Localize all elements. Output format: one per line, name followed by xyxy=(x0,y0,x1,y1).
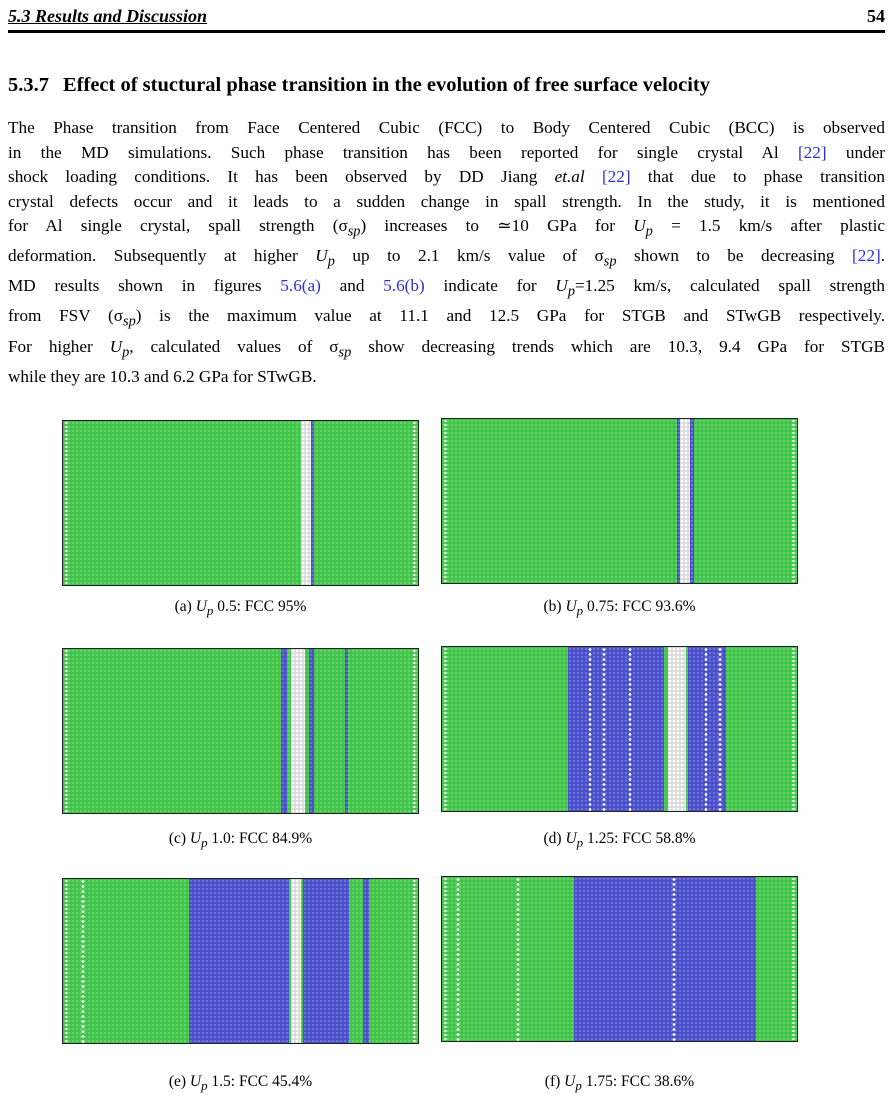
defect-column xyxy=(718,647,722,811)
bcc-band xyxy=(281,649,287,813)
bcc-region xyxy=(303,879,349,1043)
disordered-band xyxy=(668,647,686,811)
defect-column xyxy=(516,877,520,1041)
bcc-band xyxy=(309,649,314,813)
paragraph-line: from FSV $(\sigma_{sp})$ is the maximum value at 11.1 and 12.5 GPa for STGB and STwGB respectively. xyxy=(8,306,885,330)
figure-caption-c: (c) $U_p$ 1.0: FCC 84.9% xyxy=(168,830,313,851)
paragraph-line: shock loading conditions. It has been observed by DD Jiang et.al [22] that due to phase transition xyxy=(8,167,885,187)
free-surface-right xyxy=(413,879,416,1043)
header-rule xyxy=(8,30,885,33)
figure-caption-d: (d) $U_p$ 1.25: FCC 58.8% xyxy=(543,830,696,851)
disordered-band xyxy=(291,649,305,813)
body-paragraph xyxy=(8,116,885,389)
free-surface-right xyxy=(413,421,416,585)
free-surface-left xyxy=(65,879,68,1043)
figure-caption-e: (e) $U_p$ 1.5: FCC 45.4% xyxy=(168,1073,313,1094)
md-snapshot-b xyxy=(441,418,798,584)
bcc-region xyxy=(189,879,289,1043)
bcc-region xyxy=(574,877,756,1041)
section-heading xyxy=(8,74,710,97)
figure-caption-b: (b) $U_p$ 0.75: FCC 93.6% xyxy=(543,598,696,619)
free-surface-right xyxy=(413,649,416,813)
disordered-band xyxy=(301,421,311,585)
paragraph-line: deformation. Subsequently at higher $U_p$ up to 2.1 km/s value of $\sigma_{sp}$ shown to be decreasing [22]. xyxy=(8,246,885,270)
paragraph-line: For higher $U_p$, calculated values of $\sigma_{sp}$ show decreasing trends which are 10.3, 9.4 GPa for STGB xyxy=(8,336,885,360)
bcc-band xyxy=(690,419,694,583)
bcc-band xyxy=(345,649,348,813)
paragraph-line: in the MD simulations. Such phase transition has been reported for single crystal Al [22] under xyxy=(8,142,886,162)
section-running-title: 5.3 Results and Discussion xyxy=(8,6,208,26)
paragraph-line: MD results shown in figures 5.6(a) and 5.6(b) indicate for $U_p=1.25$ km/s, calculated spall strength xyxy=(8,276,885,300)
figure-caption-f: (f) $U_p$ 1.75: FCC 38.6% xyxy=(544,1073,695,1094)
defect-column xyxy=(81,879,85,1043)
free-surface-left xyxy=(65,421,68,585)
section-number: 5.3.7 xyxy=(8,74,49,96)
defect-column xyxy=(456,877,460,1041)
free-surface-right xyxy=(792,419,795,583)
bcc-band xyxy=(311,421,314,585)
paragraph-line: for Al single crystal, spall strength $(\sigma_{sp})$ increases to ≃10 GPa for $U_p = 1.5$ km/s after plastic xyxy=(8,216,885,240)
paragraph-line: The Phase transition from Face Centered Cubic (FCC) to Body Centered Cubic (BCC) is observed xyxy=(8,118,885,137)
md-snapshot-f xyxy=(441,876,798,1042)
running-header xyxy=(8,6,885,28)
paragraph-line: crystal defects occur and it leads to a sudden change in spall strength. In the study, it is mentioned xyxy=(8,191,885,211)
section-title: Effect of stuctural phase transition in the evolution of free surface velocity xyxy=(63,74,710,96)
free-surface-right xyxy=(792,647,795,811)
defect-column xyxy=(672,877,676,1041)
free-surface-right xyxy=(792,877,795,1041)
bcc-band xyxy=(363,879,369,1043)
figure-caption-a: (a) $U_p$ 0.5: FCC 95% xyxy=(174,598,307,619)
disordered-band xyxy=(680,419,690,583)
defect-column xyxy=(588,647,592,811)
md-snapshot-c xyxy=(62,648,419,814)
md-snapshot-a xyxy=(62,420,419,586)
defect-column xyxy=(628,647,632,811)
defect-column xyxy=(602,647,606,811)
free-surface-left xyxy=(444,877,447,1041)
free-surface-left xyxy=(444,647,447,811)
paragraph-line: while they are 10.3 and 6.2 GPa for STwGB. xyxy=(8,366,317,386)
defect-column xyxy=(704,647,708,811)
page-number: 54 xyxy=(867,6,885,26)
bcc-region xyxy=(568,647,664,811)
md-snapshot-e xyxy=(62,878,419,1044)
md-snapshot-d xyxy=(441,646,798,812)
disordered-band xyxy=(291,879,301,1043)
free-surface-left xyxy=(444,419,447,583)
free-surface-left xyxy=(65,649,68,813)
